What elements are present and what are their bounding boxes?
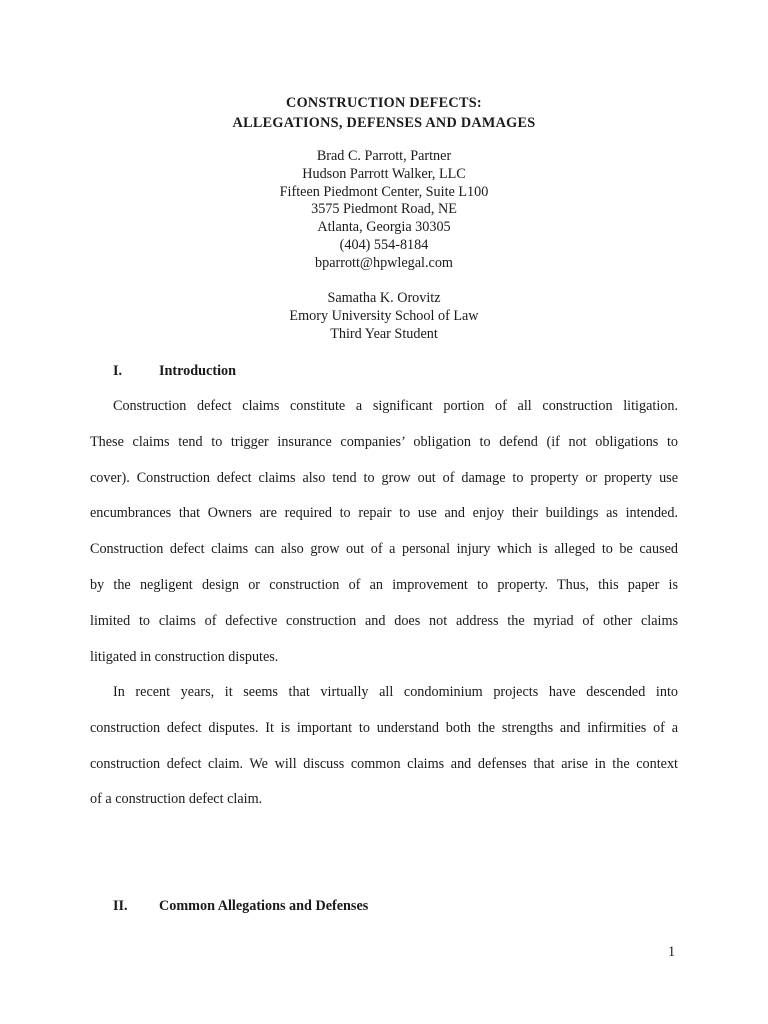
coauthor-school: Emory University School of Law — [289, 307, 479, 324]
section-title: Common Allegations and Defenses — [159, 898, 369, 914]
author-name: Brad C. Parrott, Partner — [316, 148, 452, 164]
section-heading-common-allegations — [113, 897, 368, 915]
author-address-line-2: 3575 Piedmont Road, NE — [311, 201, 457, 218]
paragraph-line: Construction defect claims constitute a significant portion of all construction litigation. — [113, 398, 678, 414]
document-title — [0, 93, 768, 133]
paragraph-line: construction defect disputes. It is important to understand both the strengths and infirmities of a — [90, 719, 678, 736]
author-address-line-1: Fifteen Piedmont Center, Suite L100 — [279, 183, 489, 200]
section-number: I. — [113, 363, 123, 379]
paragraph-line: limited to claims of defective construction and does not address the myriad of other claims — [90, 612, 678, 629]
section-title: Introduction — [159, 363, 236, 379]
coauthor-year: Third Year Student — [330, 325, 438, 342]
page-number: 1 — [668, 944, 676, 960]
body-paragraph-1 — [90, 397, 678, 683]
paragraph-line: In recent years, it seems that virtually all condominium projects have descended into — [113, 684, 678, 700]
body-paragraph-2 — [90, 683, 678, 826]
author-city: Atlanta, Georgia 30305 — [317, 219, 451, 236]
coauthor-name: Samatha K. Orovitz — [327, 290, 441, 306]
title-line-1: CONSTRUCTION DEFECTS: — [286, 95, 482, 111]
paragraph-line: These claims tend to trigger insurance companies’ obligation to defend (if not obligations to — [90, 433, 678, 450]
author-block-secondary — [0, 290, 768, 343]
title-line-2: ALLEGATIONS, DEFENSES AND DAMAGES — [232, 115, 536, 131]
paragraph-line: cover). Construction defect claims also tend to grow out of damage to property or property use — [90, 469, 678, 486]
author-block-primary — [0, 148, 768, 273]
author-phone: (404) 554-8184 — [339, 236, 429, 253]
paragraph-line: encumbrances that Owners are required to repair to use and enjoy their buildings as intended. — [90, 505, 678, 522]
paragraph-line: of a construction defect claim. — [90, 791, 263, 808]
section-number: II. — [113, 898, 128, 914]
author-email: bparrott@hpwlegal.com — [315, 254, 453, 271]
paragraph-line: litigated in construction disputes. — [90, 648, 279, 665]
paragraph-line: Construction defect claims can also grow out of a personal injury which is alleged to be caused — [90, 541, 678, 558]
author-firm: Hudson Parrott Walker, LLC — [302, 165, 466, 182]
paragraph-line: by the negligent design or construction of an improvement to property. Thus, this paper is — [90, 576, 678, 593]
paragraph-line: construction defect claim. We will discuss common claims and defenses that arise in the context — [90, 755, 678, 772]
section-heading-introduction — [113, 362, 236, 380]
